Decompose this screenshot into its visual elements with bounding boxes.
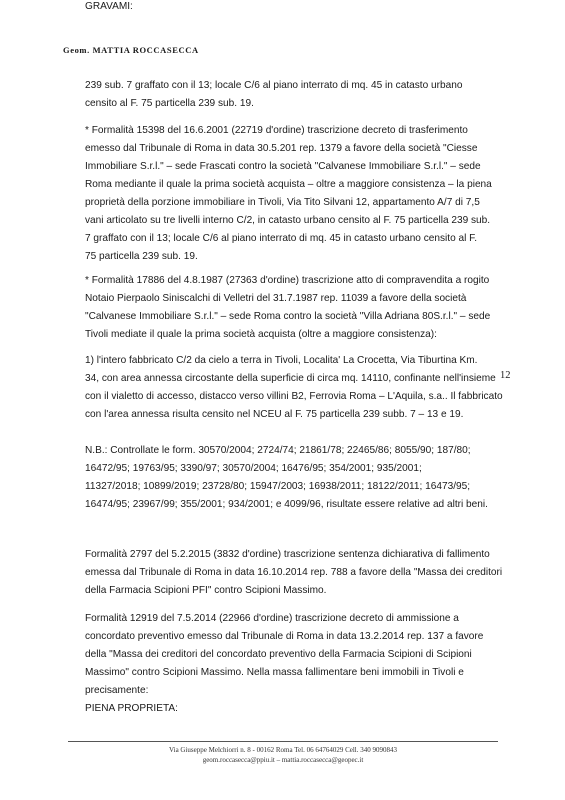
- text-line: vani articolato su tre livelli interno C/2, in catasto urbano censito al F. 75 particella 239 sub.: [85, 215, 491, 226]
- footer-emails: geom.roccasecca@ppiu.it – mattia.roccasecca@geopec.it: [202, 756, 364, 764]
- text-line: Immobiliare S.r.l." – sede Frascati contro la società "Calvanese Immobiliare S.r.l." – sede: [85, 161, 481, 172]
- text-line: 11327/2018; 10899/2019; 23728/80; 15947/2003; 16938/2011; 18122/2011; 16473/95;: [85, 481, 471, 492]
- text-line: precisamente:: [85, 685, 149, 696]
- text-line: Notaio Pierpaolo Siniscalchi di Velletri del 31.7.1987 rep. 11039 a favore della società: [85, 293, 467, 304]
- footer-divider: [68, 741, 498, 742]
- text-line: * Formalità 15398 del 16.6.2001 (22719 d'ordine) trascrizione decreto di trasferimento: [85, 125, 468, 136]
- text-line: 16472/95; 19763/95; 3390/97; 30570/2004; 16476/95; 354/2001; 935/2001;: [85, 463, 422, 474]
- text-line: emessa dal Tribunale di Roma in data 16.10.2014 rep. 788 a favore della "Massa dei creditori: [85, 567, 503, 578]
- text-line: N.B.: Controllate le form. 30570/2004; 2724/74; 21861/78; 22465/86; 8055/90; 187/80;: [85, 445, 471, 456]
- text-line: 75 particella 239 sub. 19.: [85, 251, 198, 262]
- text-line: della "Massa dei creditori del concordato preventivo della Farmacia Scipioni di Scipioni: [85, 649, 472, 660]
- text-line: con il vialetto di accesso, distacco verso villini B2, Ferrovia Roma – L'Aquila, s.a.. Il fabbricato: [85, 391, 503, 402]
- text-line: Tivoli mediate il quale la prima società acquista (oltre a maggiore consistenza):: [85, 329, 437, 340]
- text-line: PIENA PROPRIETA:: [85, 703, 178, 714]
- text-line: emesso dal Tribunale di Roma in data 30.5.201 rep. 1379 a favore della società "Ciesse: [85, 143, 478, 154]
- footer-address: Via Giuseppe Melchiorri n. 8 - 00162 Roma Tel. 06 64764029 Cell. 340 9090843: [169, 746, 397, 754]
- text-line: concordato preventivo emesso dal Tribunale di Roma in data 13.2.2014 rep. 137 a favore: [85, 631, 484, 642]
- text-line: 7 graffato con il 13; locale C/6 al piano interrato di mq. 45 in catasto urbano censito al F.: [85, 233, 478, 244]
- text-line: censito al F. 75 particella 239 sub. 19.: [85, 98, 254, 109]
- text-line: proprietà della porzione immobiliare in Tivoli, Via Tito Silvani 12, appartamento A/7 di 7,5: [85, 197, 480, 208]
- text-line: della Farmacia Scipioni PFI" contro Scipioni Massimo.: [85, 585, 327, 596]
- text-line: Formalità 12919 del 7.5.2014 (22966 d'ordine) trascrizione decreto di ammissione a: [85, 613, 459, 624]
- text-line: 34, con area annessa circostante della superficie di circa mq. 14110, confinante nell'insieme: [85, 373, 496, 384]
- page-header: Geom. MATTIA ROCCASECCA: [63, 45, 199, 55]
- text-line: Roma mediante il quale la prima società acquista – oltre a maggiore consistenza – la piena: [85, 179, 492, 190]
- text-line: 239 sub. 7 graffato con il 13; locale C/6 al piano interrato di mq. 45 in catasto urbano: [85, 80, 463, 91]
- text-line: "Calvanese Immobiliare S.r.l." – sede Roma contro la società "Villa Adriana 80S.r.l." – sede: [85, 311, 491, 322]
- page-number: 12: [500, 370, 511, 381]
- text-line: GRAVAMI:: [85, 1, 133, 12]
- text-line: * Formalità 17886 del 4.8.1987 (27363 d'ordine) trascrizione atto di compravendita a rogito: [85, 275, 490, 286]
- text-line: con l'area annessa risulta censito nel NCEU al F. 75 particella 239 subb. 7 – 13 e 19.: [85, 409, 464, 420]
- text-line: Formalità 2797 del 5.2.2015 (3832 d'ordine) trascrizione sentenza dichiarativa di fallimento: [85, 549, 490, 560]
- text-line: Massimo" contro Scipioni Massimo. Nella massa fallimentare beni immobili in Tivoli e: [85, 667, 464, 678]
- text-line: 1) l'intero fabbricato C/2 da cielo a terra in Tivoli, Localita' La Crocetta, Via Tiburtina Km.: [85, 355, 478, 366]
- text-line: 16474/95; 23967/99; 355/2001; 934/2001; e 4099/96, risultate essere relative ad altri beni.: [85, 499, 488, 510]
